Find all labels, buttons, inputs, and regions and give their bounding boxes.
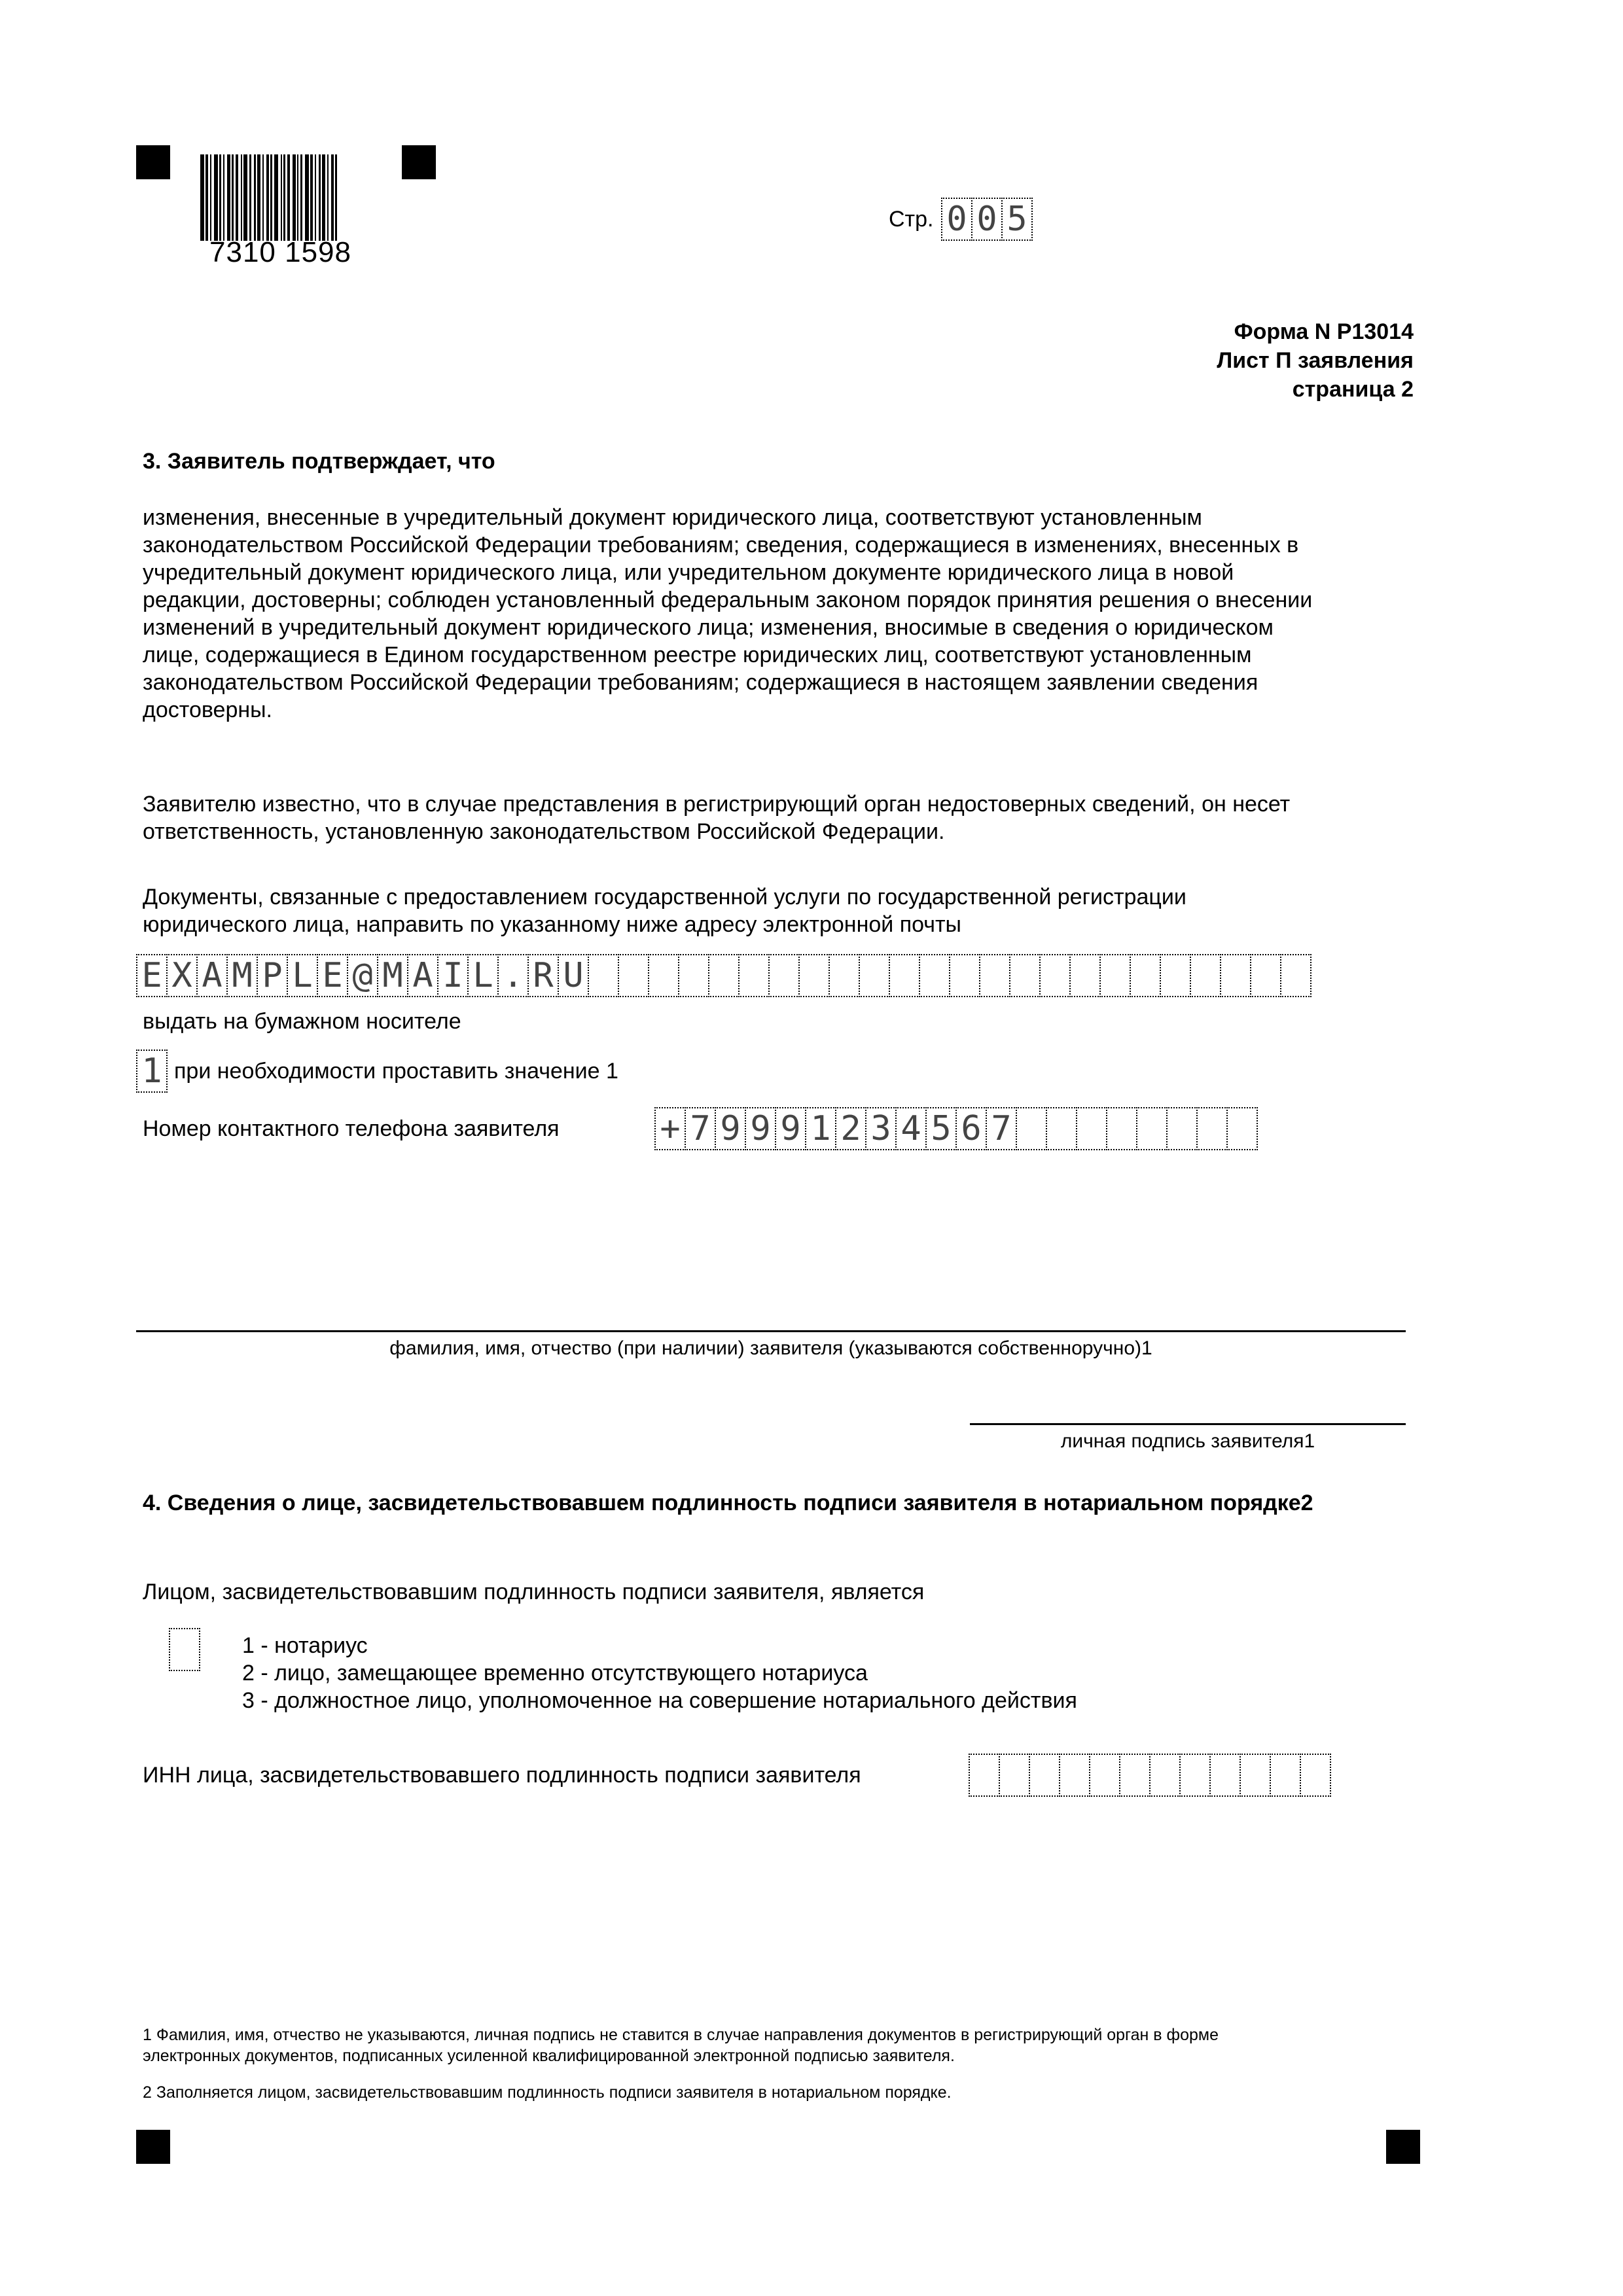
email-cell[interactable]: X [166, 954, 198, 997]
phone-cell[interactable]: + [654, 1107, 686, 1150]
barcode-bar [241, 154, 242, 241]
barcode-number: 7310 1598 [209, 236, 351, 268]
email-cell[interactable]: I [437, 954, 469, 997]
inn-cell[interactable] [1149, 1754, 1181, 1797]
email-cell[interactable]: P [257, 954, 288, 997]
barcode-bar [227, 154, 230, 241]
barcode-bar [327, 154, 329, 241]
barcode-bar [249, 154, 251, 241]
barcode [200, 154, 370, 266]
section3-confirmation-text: изменения, внесенные в учредительный документ юридического лица, соответствуют установленным законодательством Российской Федерации требованиям; сведения, содержащиеся в изменениях, внесенных в учредительный документ юридического лица, или учредительном документе юридического лица в новой редакции, достоверны; соблюден установленный федеральным законом порядок принятия решения о внесении изменений в учредительный документ юридического лица; изменения, вносимые в сведения о юридическом лице, содержащиеся в Едином государственном реестре юридических лиц, соответствуют установленным законодательством Российской Федерации требованиям; содержащиеся в настоящем заявлении сведения достоверны. [143, 505, 1313, 722]
section3-title: 3. Заявитель подтверждает, что [143, 449, 495, 474]
signature-line [970, 1423, 1406, 1425]
email-cell[interactable]: A [196, 954, 228, 997]
phone-label: Номер контактного телефона заявителя [143, 1116, 560, 1141]
email-cell[interactable] [1160, 954, 1191, 997]
top-right-marker [402, 145, 436, 179]
barcode-bar [223, 154, 224, 241]
notary-type-cell[interactable] [169, 1628, 200, 1671]
phone-cell[interactable] [1196, 1107, 1228, 1150]
page-digit-cell: 5 [1001, 198, 1033, 241]
email-cell[interactable] [829, 954, 860, 997]
paper-cell[interactable]: 1 [136, 1050, 168, 1093]
page-number-cells [941, 198, 1033, 239]
email-cell[interactable] [1009, 954, 1041, 997]
email-cell[interactable]: A [407, 954, 438, 997]
barcode-bar [200, 154, 204, 241]
phone-cell[interactable] [1106, 1107, 1137, 1150]
email-cell[interactable] [889, 954, 920, 997]
email-cell[interactable] [1039, 954, 1071, 997]
email-cell[interactable] [648, 954, 679, 997]
form-page: страница 2 [1292, 377, 1414, 402]
option-1: 1 - нотариус [242, 1633, 368, 1658]
inn-label: ИНН лица, засвидетельствовавшего подлинность подписи заявителя [143, 1763, 861, 1788]
email-cell[interactable] [859, 954, 890, 997]
page-digit-cell: 0 [941, 198, 972, 241]
barcode-bar [236, 154, 238, 241]
signature-caption: личная подпись заявителя1 [1060, 1430, 1315, 1452]
email-cell[interactable]: M [226, 954, 258, 997]
email-cell[interactable] [1190, 954, 1221, 997]
email-cell[interactable] [738, 954, 770, 997]
barcode-bar [287, 154, 290, 241]
option-2: 2 - лицо, замещающее временно отсутствующего нотариуса [242, 1661, 868, 1686]
phone-cell[interactable]: 7 [685, 1107, 716, 1150]
email-cell[interactable] [588, 954, 619, 997]
phone-field[interactable] [654, 1107, 1258, 1149]
barcode-bar [293, 154, 296, 241]
paper-field[interactable] [136, 1050, 168, 1091]
inn-cell[interactable] [1209, 1754, 1241, 1797]
barcode-bar [205, 154, 208, 241]
footnote-2: 2 Заполняется лицом, засвидетельствовавшим подлинность подписи заявителя в нотариальном порядке. [143, 2083, 952, 2102]
phone-cell[interactable]: 5 [925, 1107, 957, 1150]
phone-cell[interactable]: 1 [805, 1107, 836, 1150]
email-cell[interactable] [1069, 954, 1101, 997]
phone-cell[interactable]: 7 [986, 1107, 1017, 1150]
barcode-bar [319, 154, 321, 241]
email-cell[interactable]: R [527, 954, 559, 997]
email-cell[interactable] [678, 954, 709, 997]
page-number-label: Стр. [889, 207, 934, 232]
email-field[interactable] [136, 954, 1311, 996]
form-sheet: Лист П заявления [1217, 348, 1414, 373]
phone-cell[interactable] [1226, 1107, 1258, 1150]
email-cell[interactable] [949, 954, 980, 997]
section3-documents-text: Документы, связанные с предоставлением государственной услуги по государственной регистрации юридического лица, направить по указанному ниже адресу электронной почты [143, 885, 1186, 937]
inn-cell[interactable] [1029, 1754, 1060, 1797]
barcode-bar [305, 154, 309, 241]
inn-cell[interactable] [1300, 1754, 1331, 1797]
phone-cell[interactable]: 6 [955, 1107, 987, 1150]
email-cell[interactable] [768, 954, 800, 997]
phone-cell[interactable]: 3 [865, 1107, 897, 1150]
section4-intro: Лицом, засвидетельствовавшим подлинность подписи заявителя, является [143, 1580, 925, 1604]
inn-cell[interactable] [1059, 1754, 1090, 1797]
barcode-bar [315, 154, 316, 241]
barcode-bar [335, 154, 337, 241]
email-cell[interactable] [1250, 954, 1281, 997]
form-number: Форма N Р13014 [1234, 319, 1414, 344]
email-cell[interactable] [919, 954, 950, 997]
phone-cell[interactable] [1076, 1107, 1107, 1150]
phone-cell[interactable] [1046, 1107, 1077, 1150]
email-cell[interactable] [798, 954, 830, 997]
barcode-bar [257, 154, 260, 241]
fio-caption: фамилия, имя, отчество (при наличии) заявителя (указываются собственноручно)1 [389, 1337, 1152, 1359]
section4-title: 4. Сведения о лице, засвидетельствовавшем подлинность подписи заявителя в нотариальном порядке2 [143, 1491, 1313, 1515]
barcode-bar [262, 154, 264, 241]
barcode-bar [210, 154, 211, 241]
paper-hint: при необходимости проставить значение 1 [174, 1059, 618, 1084]
barcode-bar [232, 154, 234, 241]
barcode-bar [219, 154, 221, 241]
phone-cell[interactable]: 9 [715, 1107, 746, 1150]
inn-cell[interactable] [1089, 1754, 1120, 1797]
barcode-bar [322, 154, 325, 241]
email-cell[interactable] [1280, 954, 1311, 997]
email-cell[interactable]: L [287, 954, 318, 997]
inn-cell[interactable] [999, 1754, 1030, 1797]
barcode-bar [266, 154, 269, 241]
top-left-marker [136, 145, 170, 179]
barcode-bar [254, 154, 256, 241]
email-cell[interactable]: E [317, 954, 348, 997]
option-3: 3 - должностное лицо, уполномоченное на совершение нотариального действия [242, 1688, 1077, 1713]
phone-cell[interactable]: 2 [835, 1107, 866, 1150]
phone-cell[interactable]: 9 [745, 1107, 776, 1150]
section3-liability-text: Заявителю известно, что в случае представления в регистрирующий орган недостоверных сведений, он несет ответственность, установленную законодательством Российской Федерации. [143, 792, 1291, 844]
email-cell[interactable] [708, 954, 740, 997]
fio-line [136, 1330, 1406, 1332]
barcode-bar [297, 154, 298, 241]
paper-label: выдать на бумажном носителе [143, 1009, 461, 1034]
email-cell[interactable]: U [558, 954, 589, 997]
barcode-bar [331, 154, 334, 241]
inn-cell[interactable] [1179, 1754, 1211, 1797]
inn-field[interactable] [969, 1754, 1331, 1795]
barcode-bars [200, 154, 370, 241]
notary-type-field[interactable] [169, 1628, 200, 1670]
email-cell[interactable] [618, 954, 649, 997]
barcode-bar [274, 154, 278, 241]
barcode-bar [283, 154, 285, 241]
phone-cell[interactable]: 4 [895, 1107, 927, 1150]
barcode-bar [214, 154, 218, 241]
email-cell[interactable] [1099, 954, 1131, 997]
email-cell[interactable] [1130, 954, 1161, 997]
bottom-right-marker [1386, 2130, 1420, 2164]
phone-cell[interactable] [1136, 1107, 1168, 1150]
email-cell[interactable]: . [497, 954, 529, 997]
barcode-bar [281, 154, 282, 241]
email-cell[interactable]: L [467, 954, 499, 997]
inn-cell[interactable] [1240, 1754, 1271, 1797]
barcode-bar [270, 154, 272, 241]
bottom-left-marker [136, 2130, 170, 2164]
phone-cell[interactable]: 9 [775, 1107, 806, 1150]
phone-cell[interactable] [1016, 1107, 1047, 1150]
inn-cell[interactable] [1270, 1754, 1301, 1797]
email-cell[interactable] [1220, 954, 1251, 997]
phone-cell[interactable] [1166, 1107, 1198, 1150]
email-cell[interactable] [979, 954, 1010, 997]
barcode-bar [243, 154, 247, 241]
inn-cell[interactable] [1119, 1754, 1150, 1797]
email-cell[interactable]: @ [347, 954, 378, 997]
footnote-1: 1 Фамилия, имя, отчество не указываются, личная подпись не ставится в случае направления документов в регистрирующий орган в форме электронных документов, подписанных усиленной квалифицированной электронной подписью заявителя. [143, 2026, 1219, 2065]
email-cell[interactable]: M [377, 954, 408, 997]
barcode-bar [300, 154, 302, 241]
page-digit-cell: 0 [971, 198, 1003, 241]
barcode-bar [310, 154, 313, 241]
email-cell[interactable]: E [136, 954, 168, 997]
inn-cell[interactable] [969, 1754, 1000, 1797]
